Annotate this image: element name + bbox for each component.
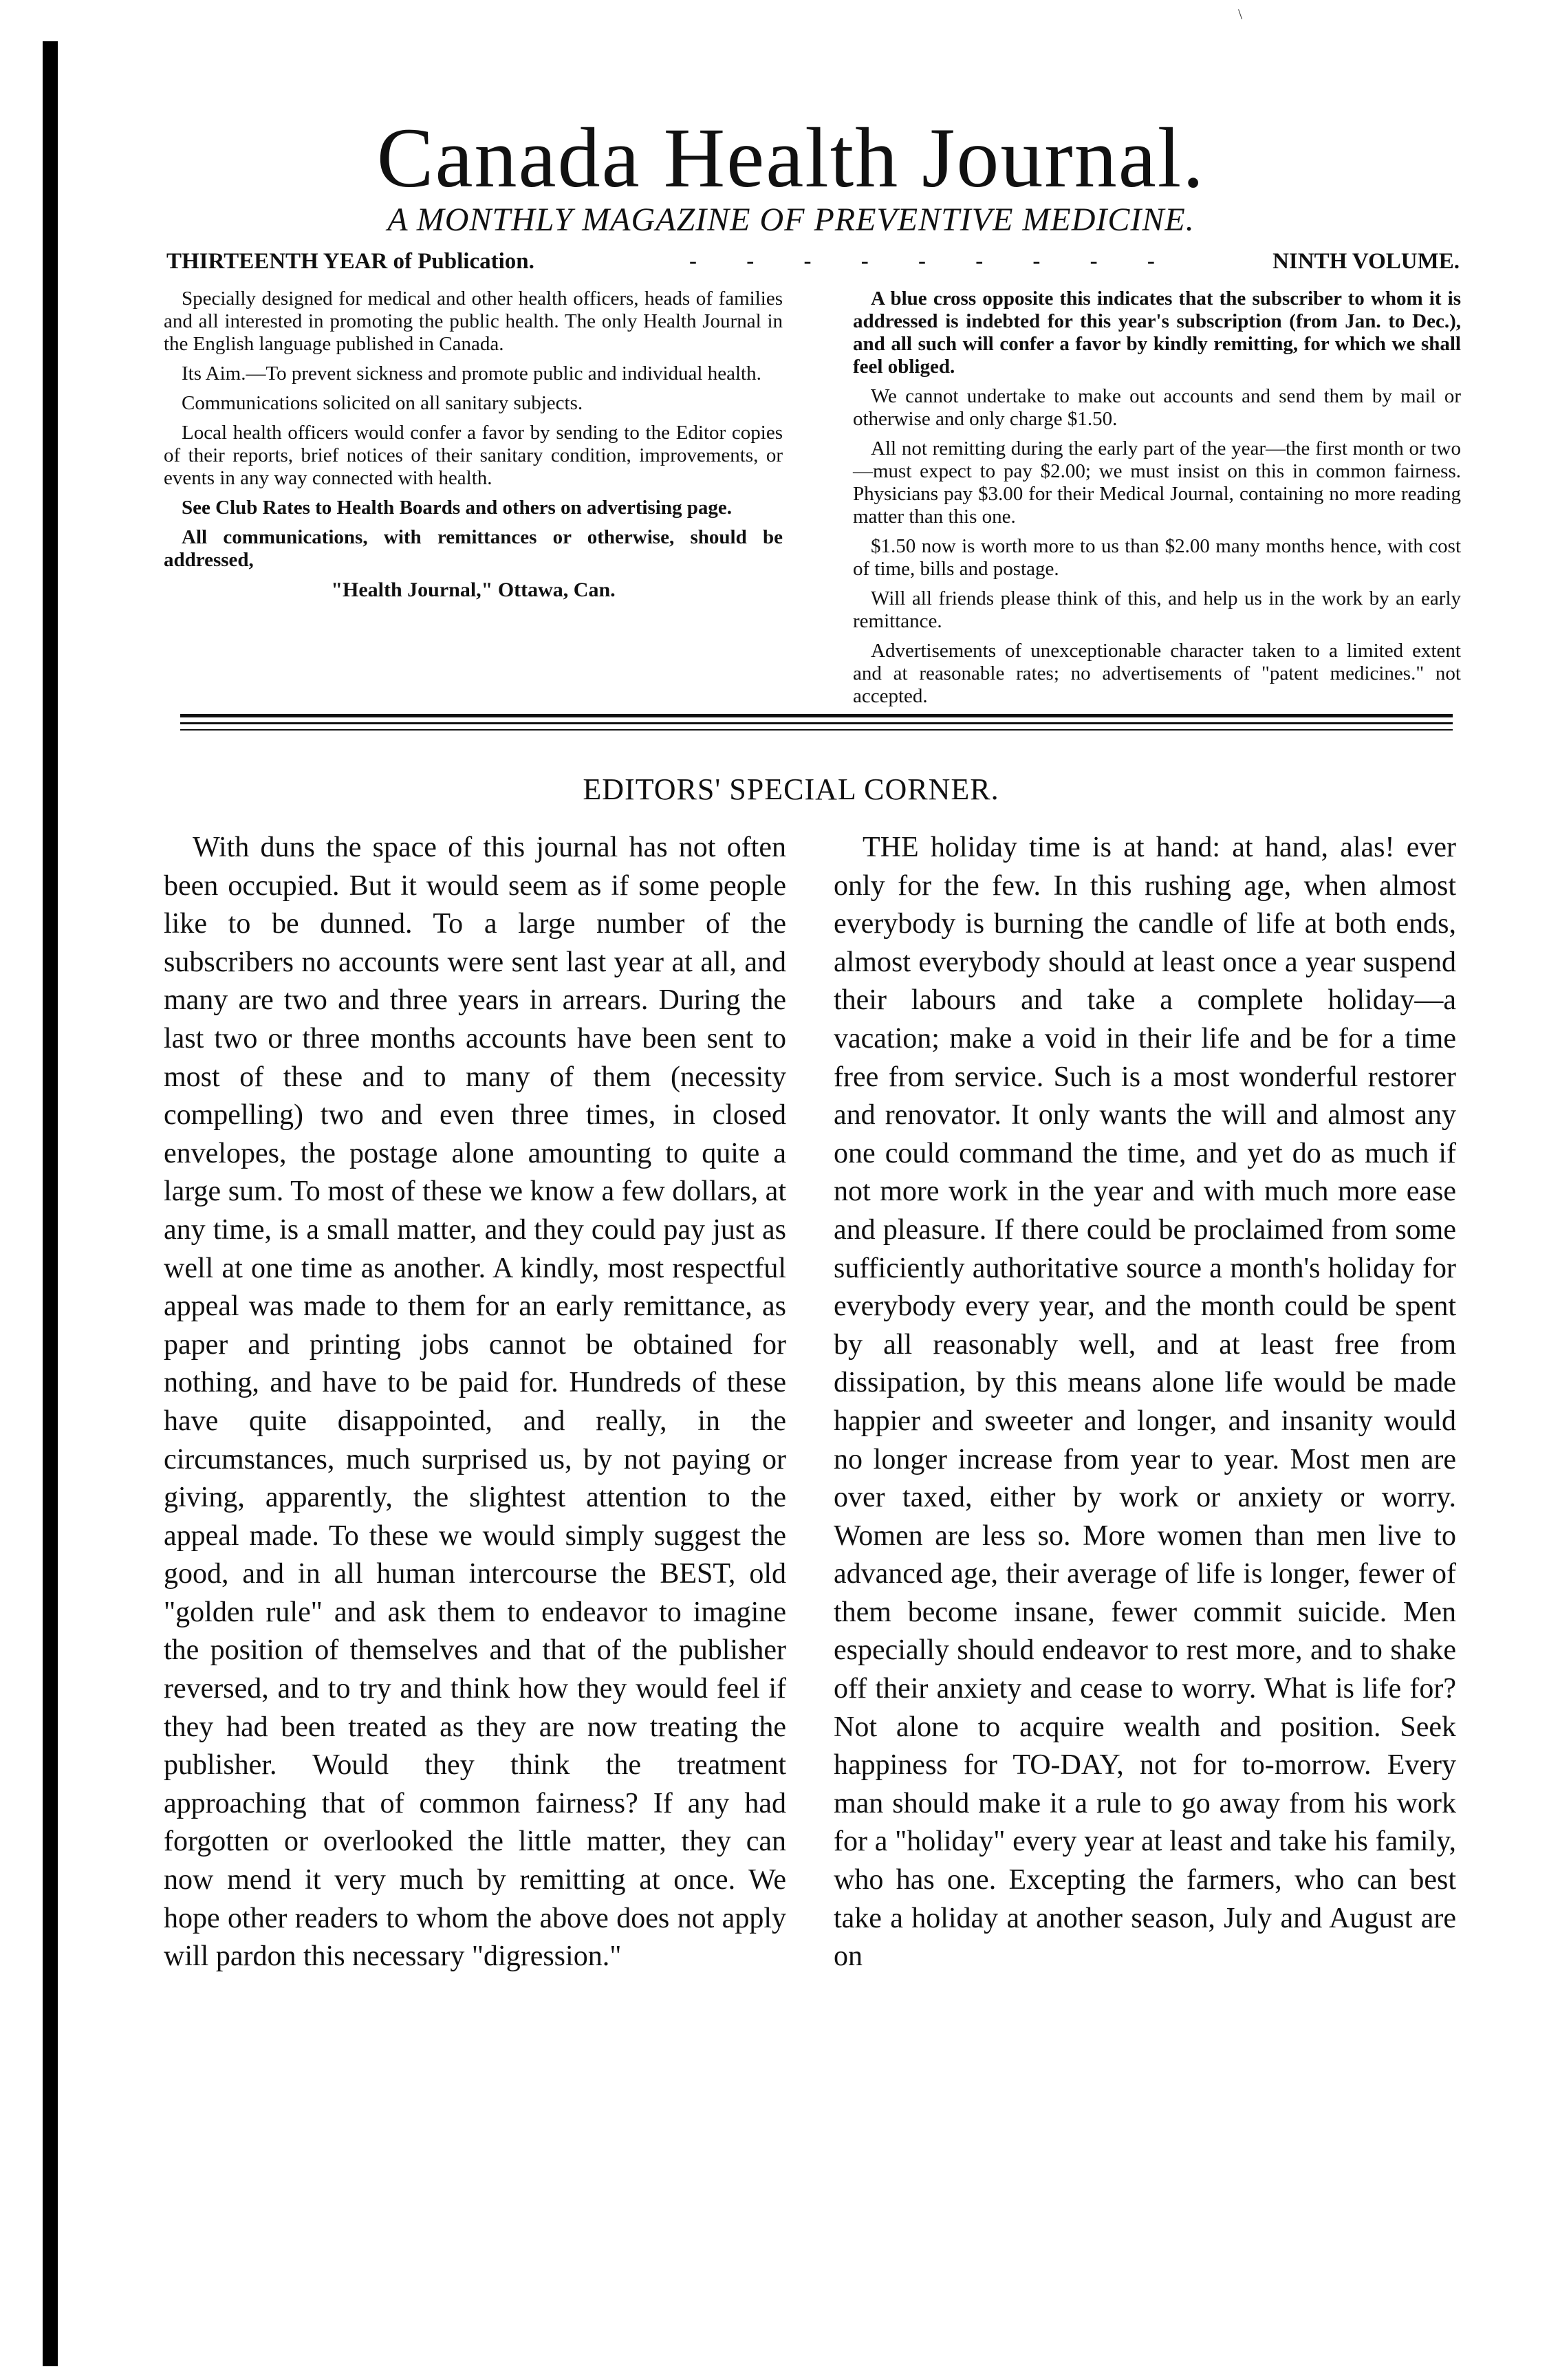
journal-title: Canada Health Journal. xyxy=(376,111,1206,205)
info-address: "Health Journal," Ottawa, Can. xyxy=(331,578,616,601)
info-local-officers: Local health officers would confer a favor by sending to the Editor copies of their reports, brief notices of their sanitary condition, improvements, or events in any way connected with health. xyxy=(164,422,783,489)
article-column-right xyxy=(834,829,1456,1976)
journal-info-column xyxy=(164,288,783,608)
article-paragraph: With duns the space of this journal has not often been occupied. But it would seem as if some people like to be dunned. To a large number of the subscribers no accounts were sent last year at all, and many are two and three years in arrears. During the last two or three months accounts have been sent to most of these and to many of them (necessity compelling) two and even three times, in closed envelopes, the postage alone amounting to quite a large sum. To most of these we know a few dollars, at any time, is a small matter, and they could pay just as well at one time as another. A kindly, most respectful appeal was made to them for an early remittance, as paper and printing jobs cannot be obtained for nothing, and have to be paid for. Hundreds of these have quite disappointed, and really, in the circumstances, much surprised us, by not paying or giving, apparently, the slightest attention to the appeal made. To these we would simply suggest the good, and in all human intercourse the BEST, old "golden rule" and ask them to endeavor to imagine the position of themselves and that of the publisher reversed, and to try and think how they would feel if they had been treated as they are now treating the publisher. Would they think the treatment approaching that of common fairness? If any had forgotten or overlooked the little matter, they can now mend it very much by remitting at once. We hope other readers to whom the above does not apply will pardon this necessary "digression." xyxy=(164,832,786,1973)
binding-edge xyxy=(43,41,58,2366)
header-rule xyxy=(180,729,1453,731)
info-communications: Communications solicited on all sanitary subjects. xyxy=(182,392,583,414)
info-friends: Will all friends please think of this, and help us in the work by an early remittance. xyxy=(853,587,1461,632)
info-aim: Its Aim.—To prevent sickness and promote public and individual health. xyxy=(182,363,761,385)
info-advertisements: Advertisements of unexceptionable character taken to a limited extent and at reasonable rates; no advertisements of "patent medicines." not accepted. xyxy=(853,640,1461,707)
publication-year: THIRTEENTH YEAR of Publication. xyxy=(166,249,534,274)
section-heading: EDITORS' SPECIAL CORNER. xyxy=(583,772,999,806)
info-description: Specially designed for medical and other health officers, heads of families and all interested in promoting the public health. The only Health Journal in the English language published in Canada. xyxy=(164,288,783,355)
corner-mark: \ xyxy=(1238,6,1243,23)
subscription-info-column xyxy=(853,288,1461,715)
volume-number: NINTH VOLUME. xyxy=(1272,249,1460,274)
dash-leader: - - - - - - - - - xyxy=(689,249,1177,274)
article-column-left xyxy=(164,829,786,1976)
article-paragraph: THE holiday time is at hand: at hand, alas! ever only for the few. In this rushing age, when almost everybody is burning the candle of life at both ends, almost everybody should at least once a year suspend their labours and take a complete holiday—a vacation; make a void in their life and be for a time free from service. Such is a most wonderful restorer and renovator. It only wants the will and almost any one could command the time, and yet do as much if not more work in the year and with much more ease and pleasure. If there could be proclaimed from some sufficiently authoritative source a month's holiday for everybody every year, and the month could be spent by all reasonably well, and at least free from dissipation, by this means alone life would be made happier and sweeter and longer, and insanity would no longer increase from year to year. Most men are over taxed, either by work or anxiety or worry. Women are less so. More women than men live to advanced age, their average of life is longer, fewer of them become insane, fewer commit suicide. Men especially should endeavor to rest more, and to shake off their anxiety and cease to worry. What is life for? Not alone to acquire wealth and position. Seek happiness for TO-DAY, not for to-morrow. Every man should make it a rule to go away from his work for a "holiday" every year at least and take his family, who has one. Excepting the farmers, who can best take a holiday at another season, July and August are on xyxy=(834,832,1456,1973)
info-worth: $1.50 now is worth more to us than $2.00 many months hence, with cost of time, bills and postage. xyxy=(853,535,1461,580)
info-accounts: We cannot undertake to make out accounts and send them by mail or otherwise and only charge $1.50. xyxy=(853,385,1461,430)
header-rule xyxy=(180,714,1453,717)
info-address-note: All communications, with remittances or otherwise, should be addressed, xyxy=(164,526,783,571)
info-blue-cross: A blue cross opposite this indicates that the subscriber to whom it is addressed is indebted for this year's subscription (from Jan. to Dec.), and all such will confer a favor by kindly remitting, for which we shall feel obliged. xyxy=(853,288,1461,378)
journal-subtitle: A MONTHLY MAGAZINE OF PREVENTIVE MEDICINE. xyxy=(387,202,1195,238)
info-remitting: All not remitting during the early part of the year—the first month or two—must expect to pay $2.00; we must insist on this in common fairness. Physicians pay $3.00 for their Medical Journal, containing no more reading matter than this one. xyxy=(853,437,1461,528)
header-rule xyxy=(180,722,1453,724)
info-club-rates: See Club Rates to Health Boards and others on advertising page. xyxy=(182,497,732,519)
publication-info-row xyxy=(166,249,1460,283)
